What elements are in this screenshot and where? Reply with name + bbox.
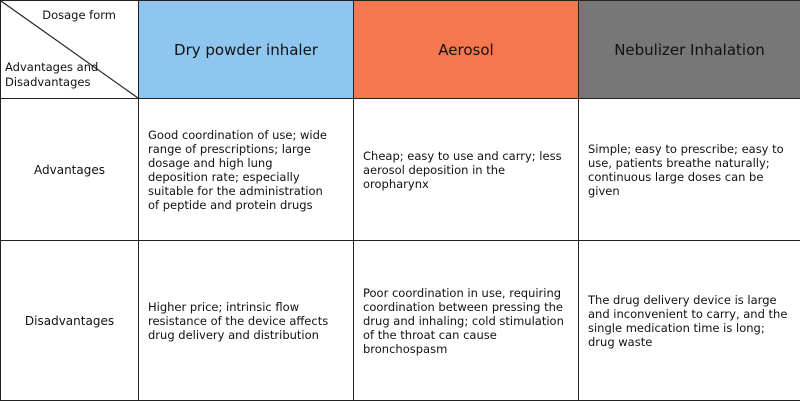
table-cell — [579, 241, 800, 401]
row-header-disadvantages: Disadvantages — [1, 241, 139, 401]
table-cell — [139, 241, 354, 401]
table-cell — [354, 241, 579, 401]
row-header-advantages: Advantages — [1, 99, 139, 241]
header-row — [1, 1, 800, 99]
cell-text: The drug delivery device is large and inconvenient to carry, and the single medication time is long; drug waste — [579, 293, 800, 349]
column-header-nebulizer-inhalation: Nebulizer Inhalation — [579, 1, 800, 99]
table-cell — [579, 99, 800, 241]
column-header-aerosol: Aerosol — [354, 1, 579, 99]
corner-row-label: Advantages and Disadvantages — [5, 60, 138, 90]
cell-text: Cheap; easy to use and carry; less aerosol deposition in the oropharynx — [354, 149, 578, 191]
cell-text: Higher price; intrinsic flow resistance of the device affects drug delivery and distribution — [139, 300, 353, 342]
column-header-dry-powder-inhaler: Dry powder inhaler — [139, 1, 354, 99]
corner-column-label: Dosage form — [42, 9, 116, 22]
table-row-advantages — [1, 99, 800, 241]
table-row-disadvantages — [1, 241, 800, 401]
table-cell — [354, 99, 579, 241]
cell-text: Good coordination of use; wide range of prescriptions; large dosage and high lung deposition rate; especially suitable for the administration of peptide and protein drugs — [139, 128, 353, 212]
cell-text: Simple; easy to prescribe; easy to use, patients breathe naturally; continuous large doses can be given — [579, 142, 800, 198]
corner-cell — [1, 1, 139, 99]
cell-text: Poor coordination in use, requiring coordination between pressing the drug and inhaling; cold stimulation of the throat can cause bronchospasm — [354, 286, 578, 356]
table-cell — [139, 99, 354, 241]
